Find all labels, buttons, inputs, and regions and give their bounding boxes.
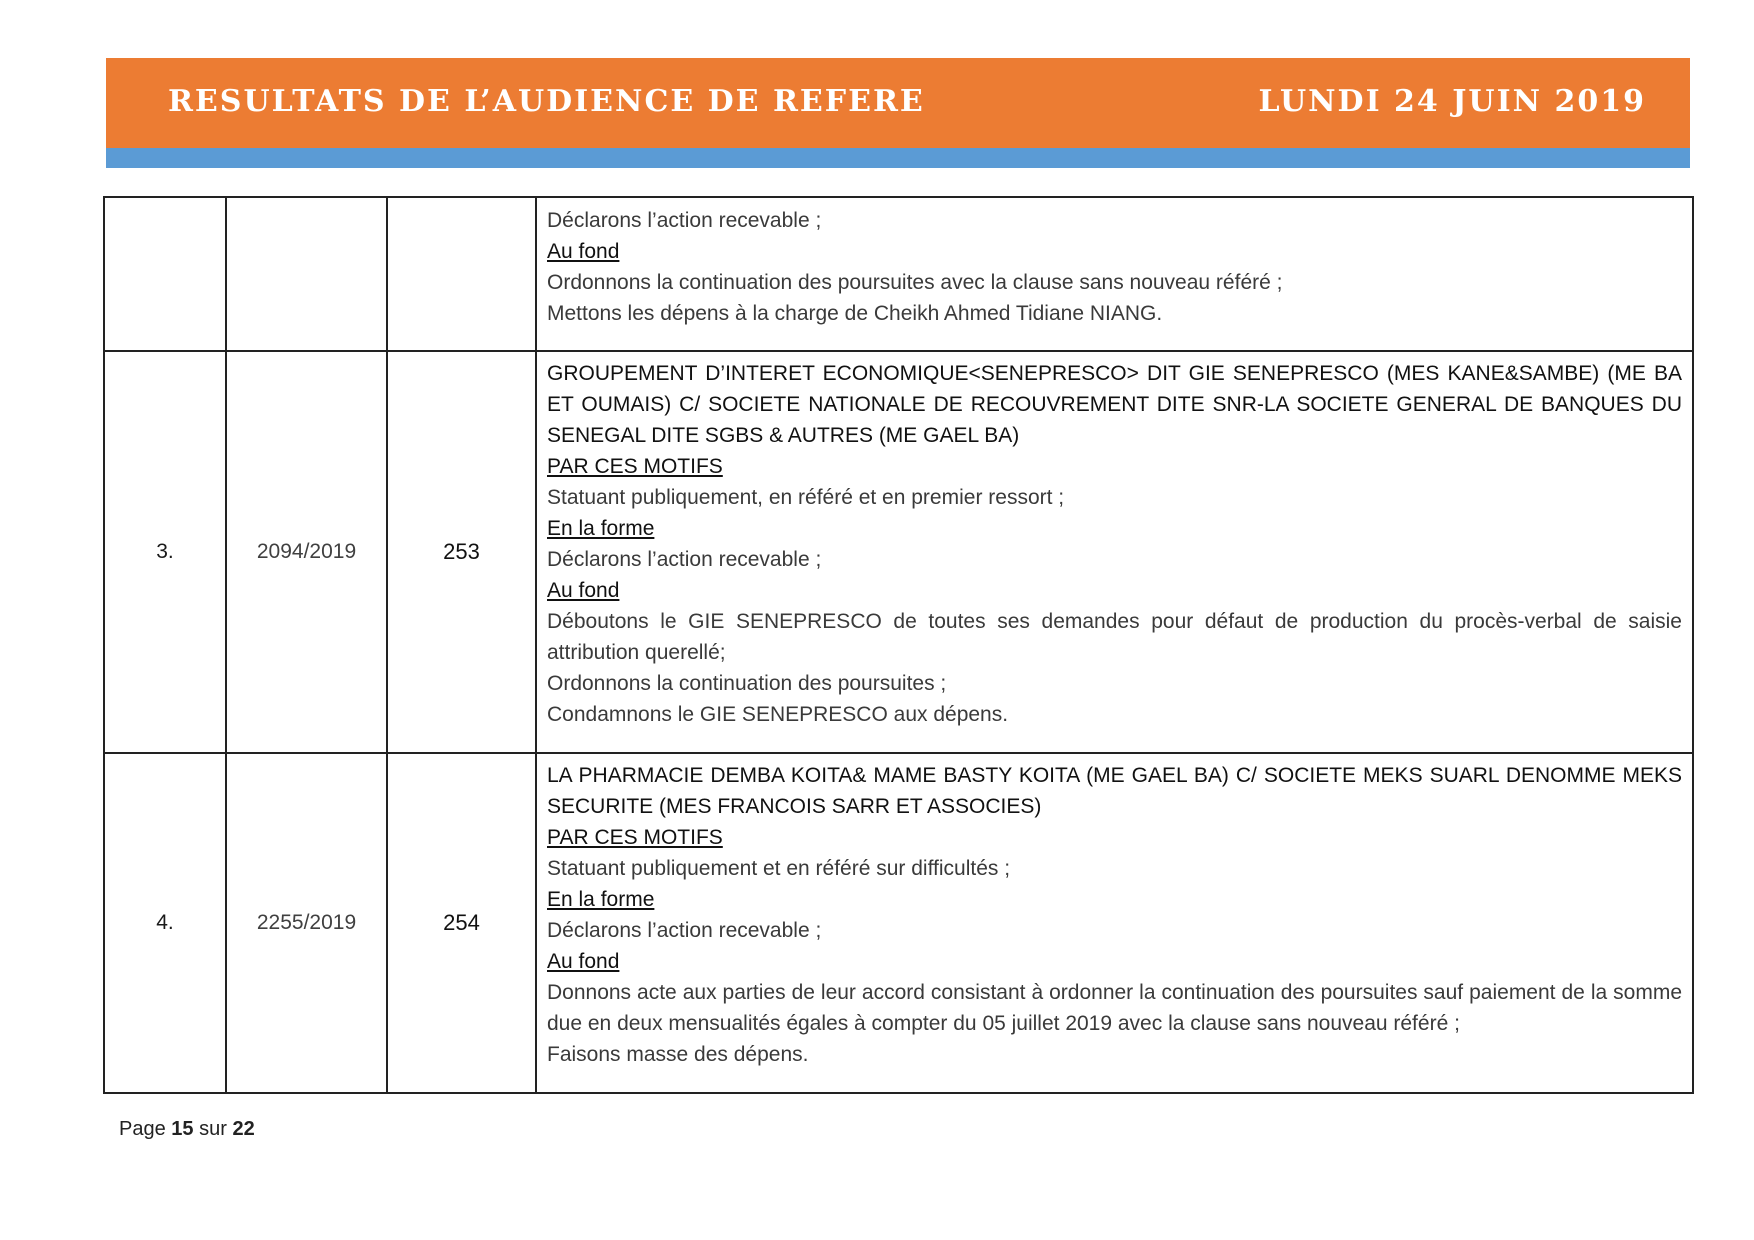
par-ces-motifs-heading: PAR CES MOTIFS <box>547 455 723 478</box>
ordonnance-number: 254 <box>387 753 536 1093</box>
decision-text <box>536 753 1693 1093</box>
page-footer <box>119 1118 255 1141</box>
header-stripe <box>106 148 1690 168</box>
au-fond-heading: Au fond <box>547 950 620 973</box>
recevable-line: Déclarons l’action recevable ; <box>547 548 822 571</box>
case-number: 3. <box>104 351 226 753</box>
statuant-line: Statuant publiquement et en référé sur difficultés ; <box>547 857 1011 880</box>
decision-line: Déboutons le GIE SENEPRESCO de toutes ses demandes pour défaut de production du procès-verbal de saisie attribution querellé; <box>547 610 1682 664</box>
depens-line: Condamnons le GIE SENEPRESCO aux dépens. <box>547 703 1009 726</box>
depens-line: Faisons masse des dépens. <box>547 1043 809 1066</box>
decision-text <box>536 197 1693 351</box>
table-row <box>104 351 1693 753</box>
decision-text <box>536 351 1693 753</box>
page-label: Page <box>119 1118 166 1140</box>
rg-number <box>226 197 387 351</box>
case-number <box>104 197 226 351</box>
parties-text: LA PHARMACIE DEMBA KOITA& MAME BASTY KOITA (ME GAEL BA) C/ SOCIETE MEKS SUARL DENOMME MEKS SECURITE (MES FRANCOIS SARR ET ASSOCIES) <box>547 764 1682 818</box>
header-banner <box>106 58 1690 148</box>
depens-line: Mettons les dépens à la charge de Cheikh Ahmed Tidiane NIANG. <box>547 302 1163 325</box>
decision-line: Ordonnons la continuation des poursuites ; <box>547 672 947 695</box>
rg-number: 2255/2019 <box>226 753 387 1093</box>
recevable-line: Déclarons l’action recevable ; <box>547 209 822 232</box>
page-total: 22 <box>232 1118 255 1140</box>
decision-line: Ordonnons la continuation des poursuites avec la clause sans nouveau référé ; <box>547 271 1283 294</box>
statuant-line: Statuant publiquement, en référé et en premier ressort ; <box>547 486 1065 509</box>
recevable-line: Déclarons l’action recevable ; <box>547 919 822 942</box>
results-table <box>103 196 1694 1094</box>
en-la-forme-heading: En la forme <box>547 888 655 911</box>
rg-number: 2094/2019 <box>226 351 387 753</box>
table-row <box>104 753 1693 1093</box>
ordonnance-number: 253 <box>387 351 536 753</box>
page-separator: sur <box>199 1118 227 1140</box>
par-ces-motifs-heading: PAR CES MOTIFS <box>547 826 723 849</box>
hearing-date: LUNDI 24 JUIN 2019 <box>1258 84 1646 119</box>
page-current: 15 <box>171 1118 194 1140</box>
au-fond-heading: Au fond <box>547 240 620 263</box>
page-title: RESULTATS DE L’AUDIENCE DE REFERE <box>168 84 925 119</box>
au-fond-heading: Au fond <box>547 579 620 602</box>
parties-text: GROUPEMENT D’INTERET ECONOMIQUE<SENEPRESCO> DIT GIE SENEPRESCO (MES KANE&SAMBE) (ME BA ET OUMAIS) C/ SOCIETE NATIONALE DE RECOUVREMENT DITE SNR-LA SOCIETE GENERAL DE BANQUES DU SENEGAL DITE SGBS & AUTRES (ME GAEL BA) <box>547 362 1682 447</box>
case-number: 4. <box>104 753 226 1093</box>
table-row <box>104 197 1693 351</box>
en-la-forme-heading: En la forme <box>547 517 655 540</box>
ordonnance-number <box>387 197 536 351</box>
decision-line: Donnons acte aux parties de leur accord consistant à ordonner la continuation des poursuites sauf paiement de la somme due en deux mensualités égales à compter du 05 juillet 2019 avec la clause sans nouveau référé ; <box>547 981 1682 1035</box>
